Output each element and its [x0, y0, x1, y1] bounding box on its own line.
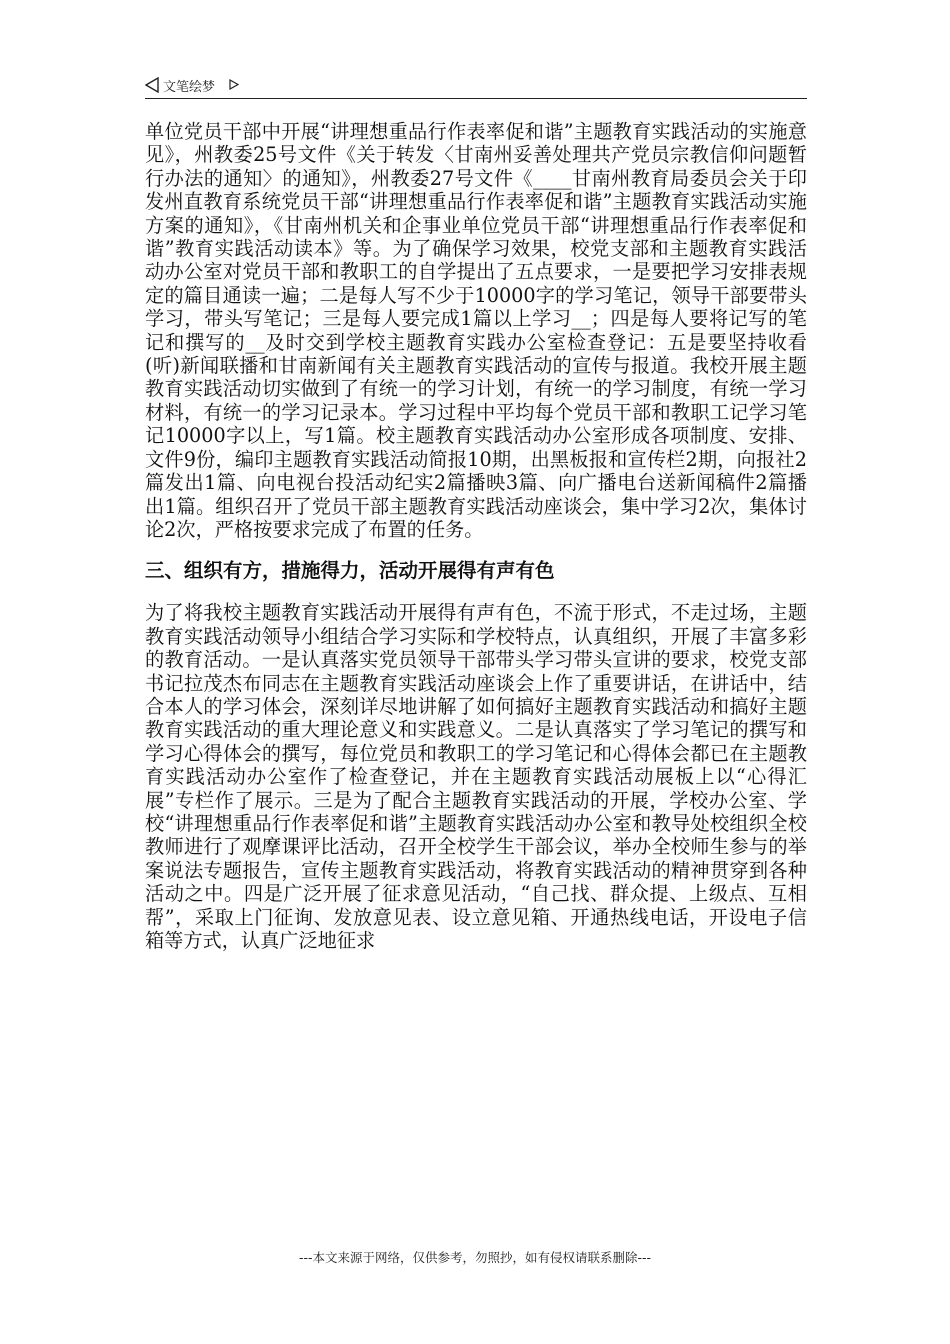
body-paragraph-1: 单位党员干部中开展“讲理想重品行作表率促和谐”主题教育实践活动的实施意见》，州教委25号文件《关于转发〈甘南州妥善处理共产党员宗教信仰问题暂行办法的通知〉的通知》，州教委27号文件《____甘南州教育局委员会关于印发州直教育系统党员干部“讲理想重品行作表率促和谐”主题教育实践活动实施方案的通知》，《甘南州机关和企事业单位党员干部“讲理想重品行作表率促和谐”教育实践活动读本》等。为了确保学习效果，校党支部和主题教育实践活动办公室对党员干部和教职工的自学提出了五点要求，一是要把学习安排表规定的篇目通读一遍；二是每人写不少于10000字的学习笔记，领导干部要带头学习，带头写笔记；三是每人要完成1篇以上学习__；四是每人要将记写的笔记和撰写的__及时交到学校主题教育实践办公室检查登记：五是要坚持收看(听)新闻联播和甘南新闻有关主题教育实践活动的宣传与报道。我校开展主题教育实践活动切实做到了有统一的学习计划，有统一的学习制度，有统一学习材料，有统一的学习记录本。学习过程中平均每个党员干部和教职工记学习笔记10000字以上，写1篇。校主题教育实践活动办公室形成各项制度、安排、文件9份，编印主题教育实践活动简报10期，出黑板报和宣传栏2期，向报社2篇发出1篇、向电视台投活动纪实2篇播映3篇、向广播电台送新闻稿件2篇播出1篇。组织召开了党员干部主题教育实践活动座谈会，集中学习2次，集体讨论2次，严格按要求完成了布置的任务。 [145, 120, 807, 541]
document-body [145, 120, 807, 952]
triangle-left-icon [145, 77, 159, 93]
triangle-right-icon [229, 79, 239, 90]
footer-disclaimer: ---本文来源于网络，仅供参考，勿照抄，如有侵权请联系删除--- [298, 1250, 652, 1265]
header-brand: 文笔绘梦 [163, 80, 216, 95]
section-heading: 三、组织有方，措施得力，活动开展得有声有色 [145, 559, 555, 583]
page-header [145, 74, 807, 99]
body-paragraph-2: 为了将我校主题教育实践活动开展得有声有色，不流于形式，不走过场，主题教育实践活动领导小组结合学习实际和学校特点，认真组织，开展了丰富多彩的教育活动。一是认真落实党员领导干部带头学习带头宣讲的要求，校党支部书记拉茂杰布同志在主题教育实践活动座谈会上作了重要讲话，在讲话中，结合本人的学习体会，深刻详尽地讲解了如何搞好主题教育实践活动和搞好主题教育实践活动的重大理论意义和实践意义。二是认真落实了学习笔记的撰写和学习心得体会的撰写，每位党员和教职工的学习笔记和心得体会都已在主题教育实践活动办公室作了检查登记，并在主题教育实践活动展板上以“心得汇展”专栏作了展示。三是为了配合主题教育实践活动的开展，学校办公室、学校“讲理想重品行作表率促和谐”主题教育实践活动办公室和教导处校组织全校教师进行了观摩课评比活动，召开全校学生干部会议，举办全校师生参与的举案说法专题报告，宣传主题教育实践活动，将教育实践活动的精神贯穿到各种活动之中。四是广泛开展了征求意见活动，“自己找、群众提、上级点、互相帮”，采取上门征询、发放意见表、设立意见箱、开通热线电话，开设电子信箱等方式，认真广泛地征求 [145, 601, 807, 952]
